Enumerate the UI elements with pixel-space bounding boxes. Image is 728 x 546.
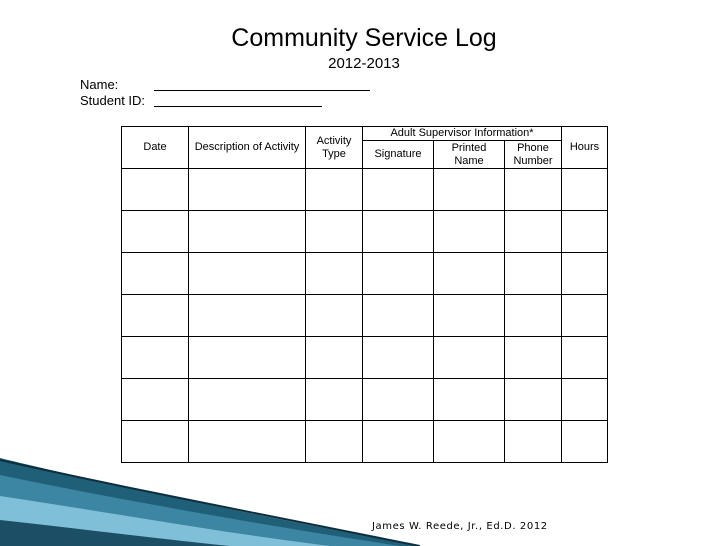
cell-description[interactable] bbox=[189, 337, 306, 379]
cell-signature[interactable] bbox=[363, 421, 434, 463]
page-title: Community Service Log bbox=[231, 24, 497, 52]
cell-activity-type[interactable] bbox=[306, 337, 363, 379]
cell-phone-number[interactable] bbox=[505, 337, 562, 379]
cell-phone-number[interactable] bbox=[505, 253, 562, 295]
header-supervisor-info: Adult Supervisor Information* bbox=[363, 127, 562, 141]
cell-signature[interactable] bbox=[363, 169, 434, 211]
table-row bbox=[122, 337, 608, 379]
header-signature: Signature bbox=[363, 141, 434, 169]
table-row bbox=[122, 253, 608, 295]
header-printed-name: Printed Name bbox=[434, 141, 505, 169]
name-blank[interactable] bbox=[154, 78, 370, 91]
cell-phone-number[interactable] bbox=[505, 169, 562, 211]
cell-printed-name[interactable] bbox=[434, 253, 505, 295]
cell-hours[interactable] bbox=[562, 295, 608, 337]
cell-date[interactable] bbox=[122, 295, 189, 337]
cell-description[interactable] bbox=[189, 211, 306, 253]
cell-printed-name[interactable] bbox=[434, 169, 505, 211]
header-date: Date bbox=[122, 127, 189, 169]
cell-printed-name[interactable] bbox=[434, 211, 505, 253]
cell-description[interactable] bbox=[189, 253, 306, 295]
cell-signature[interactable] bbox=[363, 253, 434, 295]
cell-activity-type[interactable] bbox=[306, 295, 363, 337]
cell-hours[interactable] bbox=[562, 337, 608, 379]
student-id-label: Student ID: bbox=[80, 93, 146, 108]
cell-signature[interactable] bbox=[363, 379, 434, 421]
cell-date[interactable] bbox=[122, 421, 189, 463]
cell-date[interactable] bbox=[122, 211, 189, 253]
cell-printed-name[interactable] bbox=[434, 295, 505, 337]
cell-phone-number[interactable] bbox=[505, 295, 562, 337]
name-field[interactable] bbox=[80, 77, 154, 92]
cell-hours[interactable] bbox=[562, 169, 608, 211]
cell-activity-type[interactable] bbox=[306, 169, 363, 211]
header-hours: Hours bbox=[562, 127, 608, 169]
name-label: Name: bbox=[80, 77, 119, 92]
cell-activity-type[interactable] bbox=[306, 253, 363, 295]
school-year: 2012-2013 bbox=[328, 55, 400, 72]
cell-hours[interactable] bbox=[562, 253, 608, 295]
table-row bbox=[122, 379, 608, 421]
header-phone-number: Phone Number bbox=[505, 141, 562, 169]
table-row bbox=[122, 295, 608, 337]
cell-description[interactable] bbox=[189, 421, 306, 463]
cell-hours[interactable] bbox=[562, 421, 608, 463]
cell-date[interactable] bbox=[122, 169, 189, 211]
student-id-field[interactable] bbox=[80, 93, 154, 108]
cell-description[interactable] bbox=[189, 379, 306, 421]
cell-printed-name[interactable] bbox=[434, 421, 505, 463]
cell-printed-name[interactable] bbox=[434, 379, 505, 421]
cell-printed-name[interactable] bbox=[434, 337, 505, 379]
cell-description[interactable] bbox=[189, 169, 306, 211]
cell-date[interactable] bbox=[122, 379, 189, 421]
cell-hours[interactable] bbox=[562, 211, 608, 253]
header-description: Description of Activity bbox=[189, 127, 306, 169]
header-activity-type: Activity Type bbox=[306, 127, 363, 169]
cell-phone-number[interactable] bbox=[505, 379, 562, 421]
student-id-blank[interactable] bbox=[154, 94, 322, 107]
cell-signature[interactable] bbox=[363, 295, 434, 337]
cell-phone-number[interactable] bbox=[505, 211, 562, 253]
cell-activity-type[interactable] bbox=[306, 379, 363, 421]
table-row bbox=[122, 169, 608, 211]
author-footer: James W. Reede, Jr., Ed.D. 2012 bbox=[372, 521, 548, 532]
cell-hours[interactable] bbox=[562, 379, 608, 421]
cell-activity-type[interactable] bbox=[306, 421, 363, 463]
cell-activity-type[interactable] bbox=[306, 211, 363, 253]
cell-signature[interactable] bbox=[363, 337, 434, 379]
cell-date[interactable] bbox=[122, 337, 189, 379]
table-row bbox=[122, 211, 608, 253]
cell-signature[interactable] bbox=[363, 211, 434, 253]
cell-description[interactable] bbox=[189, 295, 306, 337]
table-row bbox=[122, 421, 608, 463]
table-body bbox=[122, 169, 608, 463]
cell-date[interactable] bbox=[122, 253, 189, 295]
service-log-table bbox=[121, 126, 608, 463]
cell-phone-number[interactable] bbox=[505, 421, 562, 463]
